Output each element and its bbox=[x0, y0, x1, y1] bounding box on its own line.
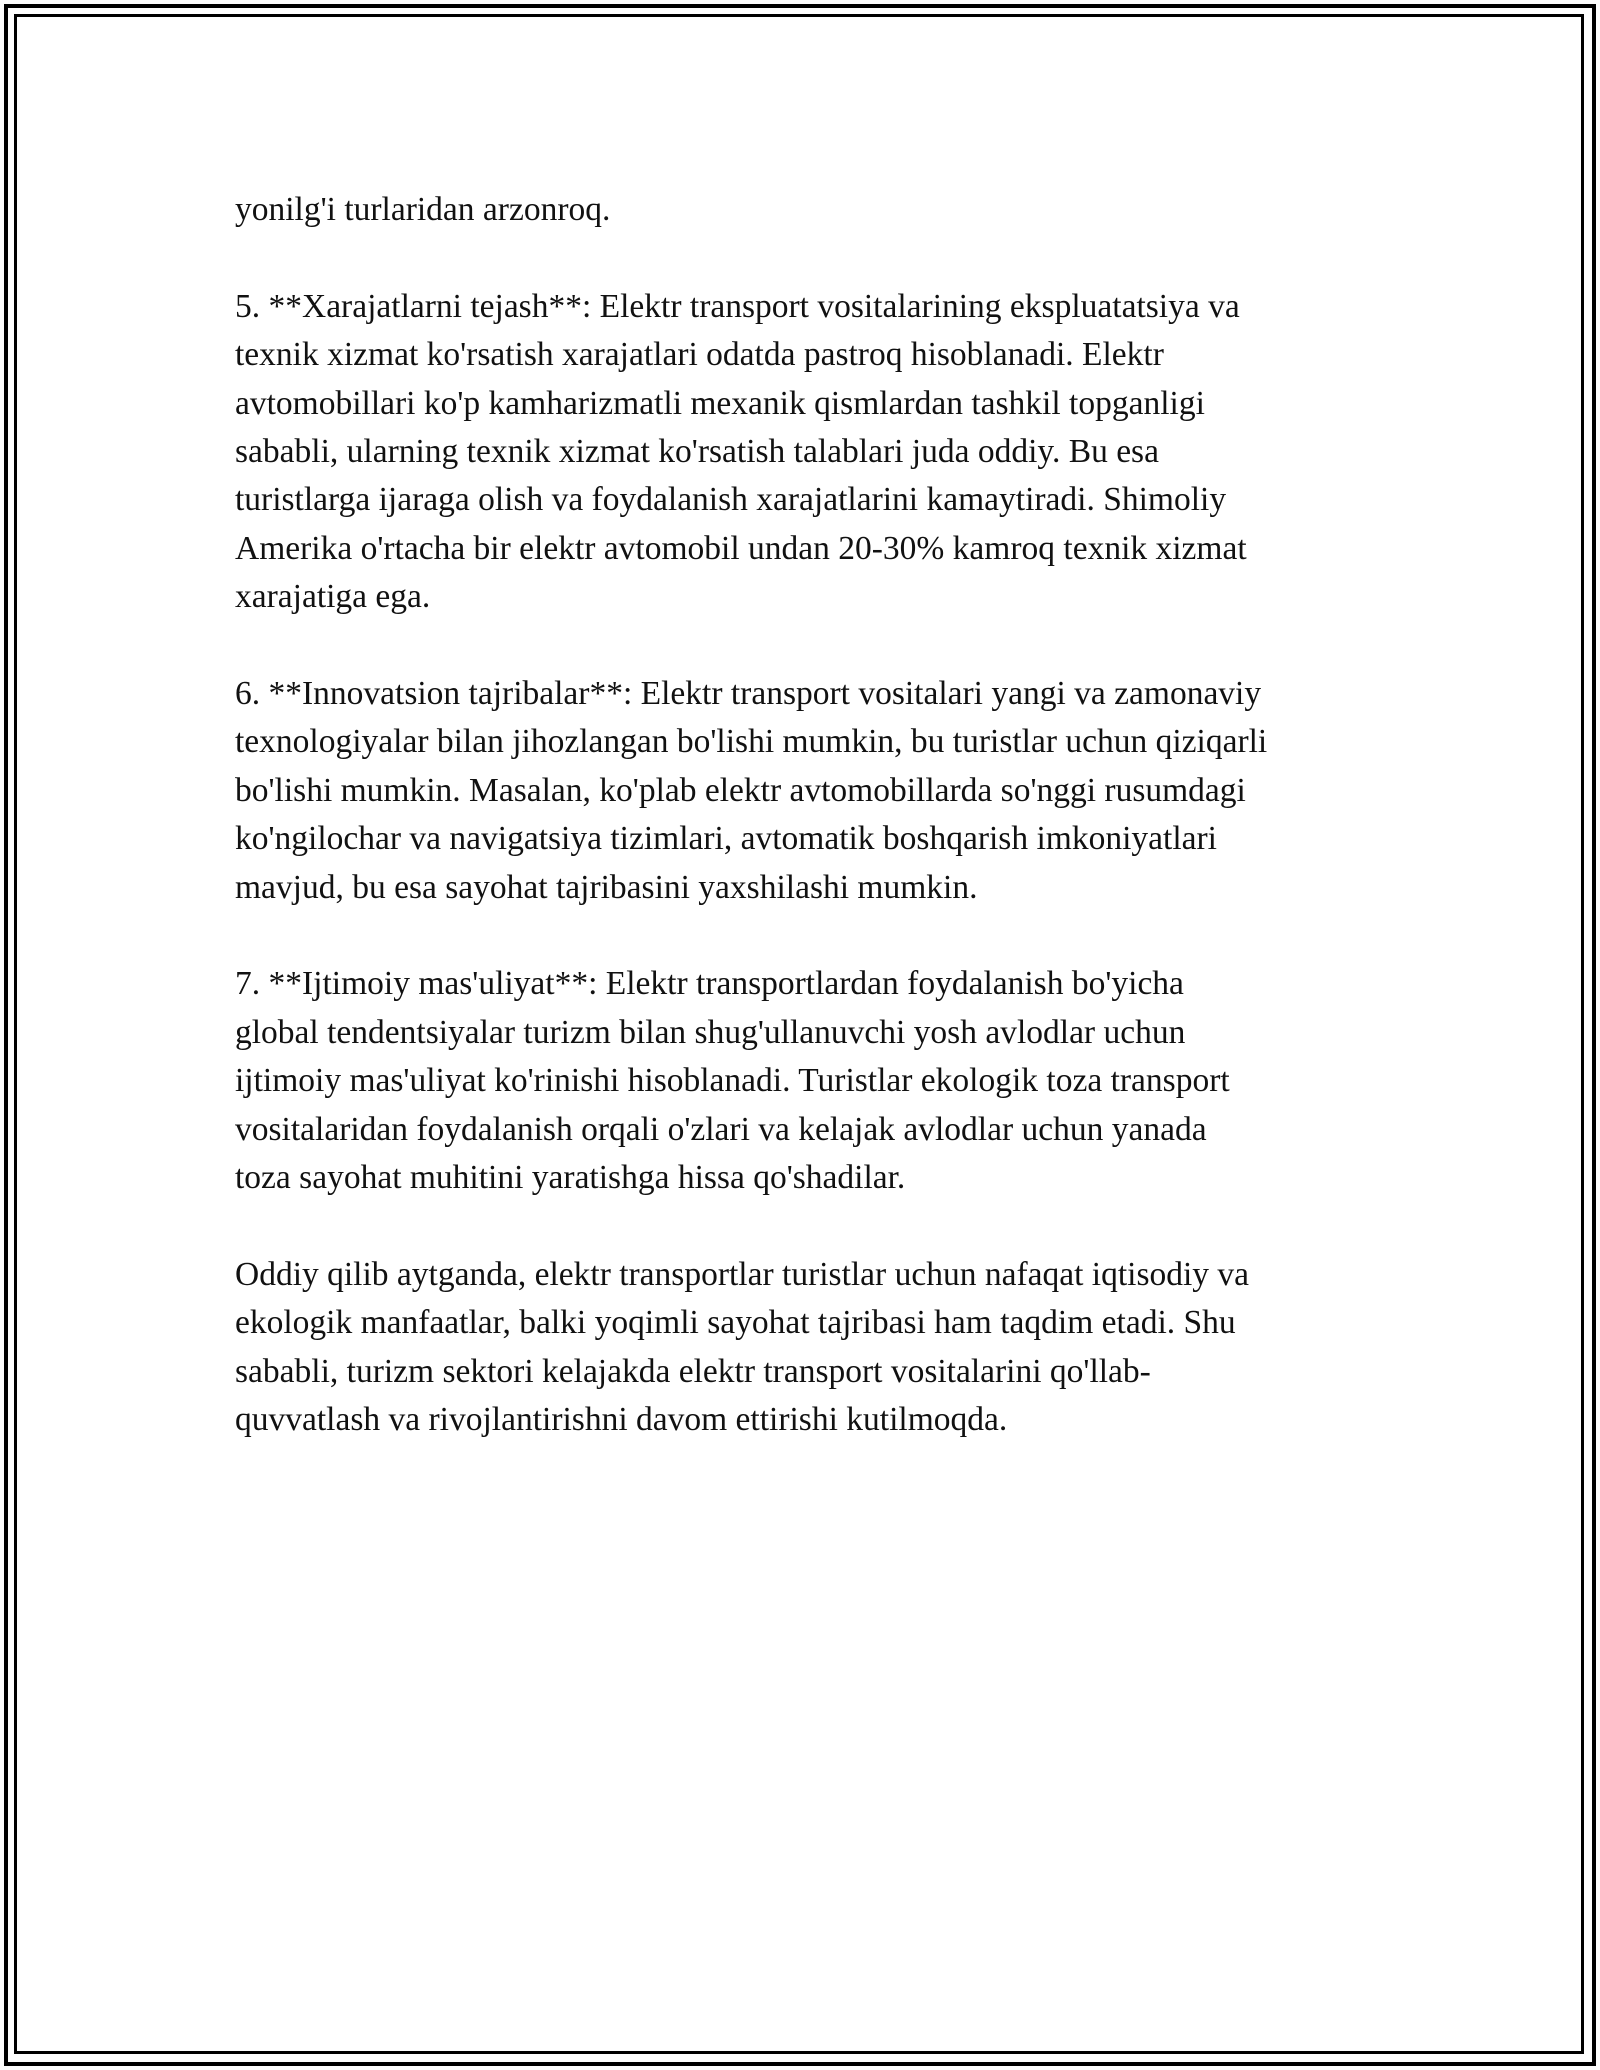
text-line: 6. **Innovatsion tajribalar**: Elektr transport vositalari yangi va zamonaviy bbox=[235, 675, 1262, 713]
text-line: texnik xizmat ko'rsatish xarajatlari odatda pastroq hisoblanadi. Elektr bbox=[235, 336, 1164, 374]
text-line: sababli, ularning texnik xizmat ko'rsatish talablari juda oddiy. Bu esa bbox=[235, 433, 1159, 471]
text-line: Oddiy qilib aytganda, elektr transportlar turistlar uchun nafaqat iqtisodiy va bbox=[235, 1255, 1250, 1293]
text-line: yonilg'i turlaridan arzonroq. bbox=[235, 191, 611, 228]
text-line: vositalaridan foydalanish orqali o'zlari va kelajak avlodlar uchun yanada bbox=[235, 1110, 1207, 1148]
text-line: sababli, turizm sektori kelajakda elektr transport vositalarini qo'llab- bbox=[235, 1352, 1151, 1390]
text-line: ijtimoiy mas'uliyat ko'rinishi hisoblanadi. Turistlar ekologik toza transport bbox=[235, 1062, 1230, 1100]
text-line: texnologiyalar bilan jihozlangan bo'lishi mumkin, bu turistlar uchun qiziqarli bbox=[235, 723, 1268, 761]
text-line: turistlarga ijaraga olish va foydalanish xarajatlarini kamaytiradi. Shimoliy bbox=[235, 481, 1227, 519]
text-line: quvvatlash va rivojlantirishni davom ettirishi kutilmoqda. bbox=[235, 1401, 1008, 1439]
text-line: ko'ngilochar va navigatsiya tizimlari, avtomatik boshqarish imkoniyatlari bbox=[235, 820, 1217, 858]
text-line: mavjud, bu esa sayohat tajribasini yaxshilashi mumkin. bbox=[235, 868, 978, 906]
paragraph-conclusion bbox=[235, 1251, 1395, 1445]
paragraph-item-6-innovative-experiences bbox=[235, 670, 1395, 912]
text-line: global tendentsiyalar turizm bilan shug'ullanuvchi yosh avlodlar uchun bbox=[235, 1013, 1186, 1051]
text-line: ekologik manfaatlar, balki yoqimli sayohat tajribasi ham taqdim etadi. Shu bbox=[235, 1304, 1236, 1342]
text-line: 7. **Ijtimoiy mas'uliyat**: Elektr transportlardan foydalanish bo'yicha bbox=[235, 965, 1184, 1003]
text-line: bo'lishi mumkin. Masalan, ko'plab elektr avtomobillarda so'nggi rusumdagi bbox=[235, 771, 1246, 809]
paragraph-item-7-social-responsibility bbox=[235, 960, 1395, 1202]
text-line: 5. **Xarajatlarni tejash**: Elektr transport vositalarining ekspluatatsiya va bbox=[235, 287, 1240, 325]
paragraph-continuation bbox=[235, 186, 1395, 234]
text-line: Amerika o'rtacha bir elektr avtomobil undan 20-30% kamroq texnik xizmat bbox=[235, 529, 1247, 567]
text-line: avtomobillari ko'p kamharizmatli mexanik qismlardan tashkil topganligi bbox=[235, 384, 1205, 422]
document-body bbox=[235, 186, 1395, 1493]
text-line: xarajatiga ega. bbox=[235, 578, 431, 616]
paragraph-item-5-cost-savings bbox=[235, 283, 1395, 622]
text-line: toza sayohat muhitini yaratishga hissa qo'shadilar. bbox=[235, 1159, 906, 1197]
